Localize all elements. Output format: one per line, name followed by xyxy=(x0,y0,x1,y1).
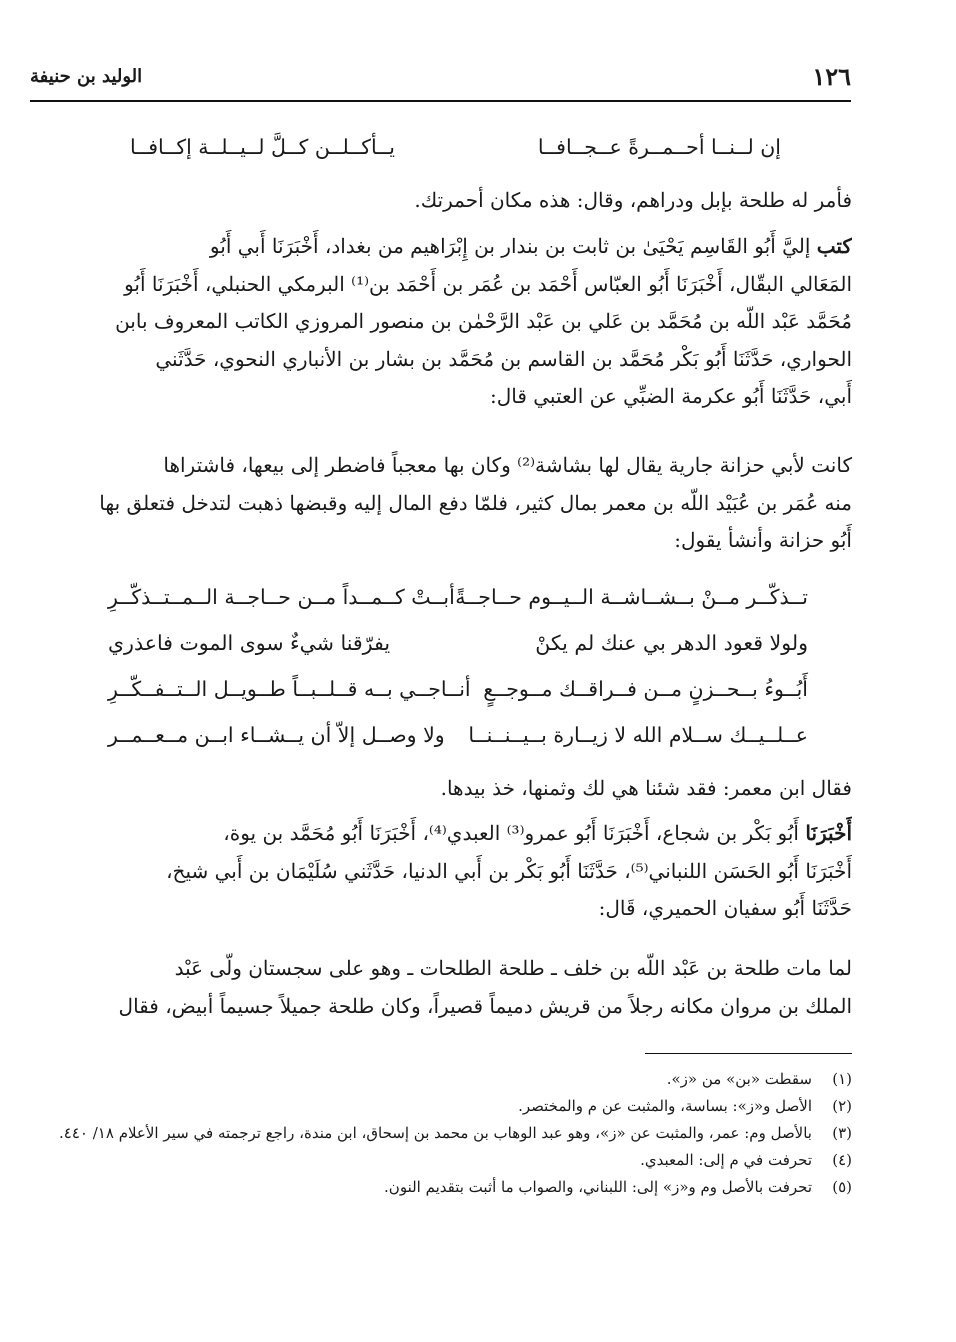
poem-verse xyxy=(108,677,808,717)
page-header xyxy=(30,60,851,102)
text-segment: إليَّ أَبُو القَاسِم يَحْيَىٰ بن ثابت بن بندار بن إِبْرَاهيم من بغداد، أَخْبَرَنَا أَبي أَبُو xyxy=(209,234,817,258)
footnotes xyxy=(58,1066,852,1201)
poem-hemistich-first: أَبُــوءُ بــحــزنٍ مــن فــراقــك مــوجــعٍ xyxy=(483,677,808,701)
footnote-number: (٥) xyxy=(832,1178,852,1196)
poem-hemistich-second: أبــتْ كــمــداً مــن حــاجــة الــمــتــذكّــرِ xyxy=(108,585,455,609)
verse-top-first: إن لــنــا أحــمــرةً عــجــافــا xyxy=(537,135,781,159)
poem-hemistich-second: ولا وصــل إلاّ أن يــشــاء ابــن مــعــمــر xyxy=(108,723,445,747)
poem-verse xyxy=(108,585,808,625)
paragraph-4 xyxy=(58,950,852,1025)
text-line: أَبُو حزانة وأنشأ يقول: xyxy=(674,528,852,552)
text-line xyxy=(58,228,852,266)
running-title: الوليد بن حنيفة xyxy=(30,66,143,87)
poem-hemistich-first: عــلــيــك ســلام الله لا زيــارة بــيــنــنــا xyxy=(468,723,808,747)
footnote-divider xyxy=(645,1053,852,1054)
poem-hemistich-second: يفرّقنا شيءٌ سوى الموت فاعذري xyxy=(108,631,391,655)
footnote-text: الأصل و«ز»: بساسة، والمثبت عن م والمختصر. xyxy=(518,1097,812,1115)
text-line: فأمر له طلحة بإبل ودراهم، وقال: هذه مكان أحمرتك. xyxy=(414,188,852,212)
footnote xyxy=(58,1147,852,1174)
text-line: مُحَمَّد عَبْد اللّه بن مُحَمَّد بن عَلي بن عَبْد الرَّحْمٰن بن منصور المروزي الكاتب المعروف بابن xyxy=(115,309,852,333)
text-line: أَخْبَرَنَا أَبُو الحَسَن اللنباني⁽⁵⁾، حَدَّثَنَا أَبُو بَكْر بن أَبي الدنيا، حَدَّثَني سُلَيْمَان بن أَبي شيخ، xyxy=(166,858,852,883)
paragraph-1 xyxy=(58,182,852,220)
text-line: الملك بن مروان مكانه رجلاً من قريش دميماً قصيراً، وكان طلحة جميلاً جسيماً أبيض، فقال xyxy=(118,993,852,1018)
poem-verse xyxy=(108,631,808,671)
text-line: المَعَالي البقّال، أَخْبَرَنَا أَبُو العبّاس أَحْمَد بن عُمَر بن أَحْمَد بن⁽¹⁾ البرمكي الحنبلي، أَخْبَرَنَا أَبُو xyxy=(124,271,852,296)
text-line: فقال ابن معمر: فقد شئنا هي لك وثمنها، خذ بيدها. xyxy=(440,776,852,800)
isnad-1 xyxy=(58,228,852,416)
footnote-text: سقطت «بن» من «ز». xyxy=(666,1070,812,1088)
footnote xyxy=(58,1174,852,1201)
text-line xyxy=(58,815,852,853)
poem-hemistich-second: أنــاجــي بــه قــلــبــاً طــويــل الــتــفــكّــرِ xyxy=(108,677,471,701)
text-line: الحواري، حَدَّثَنَا أَبُو بَكْر مُحَمَّد بن القاسم بن مُحَمَّد بن بشار بن الأنباري النحوي، حَدَّثَني xyxy=(155,346,852,371)
footnote-number: (٣) xyxy=(832,1124,852,1142)
footnote-number: (٤) xyxy=(832,1151,852,1169)
poem-verse xyxy=(108,723,808,763)
text-segment: أَبُو بَكْر بن شجاع، أَخْبَرَنَا أَبُو عمرو⁽³⁾ العبدي⁽⁴⁾، أَخْبَرَنَا أَبُو مُحَمَّد بن يوة، xyxy=(223,821,806,845)
footnote-number: (٢) xyxy=(832,1097,852,1115)
poem-hemistich-first: تــذكّــر مــنْ بــشــاشــة الــيــوم حــاجــةً xyxy=(455,585,808,609)
text-line: حَدَّثَنَا أَبُو سفيان الحميري، قَال: xyxy=(598,896,852,920)
footnote xyxy=(58,1066,852,1093)
verse-top-second: يــأكــلــن كــلَّ لــيــلــة إكــافــا xyxy=(130,135,395,159)
text-line: لما مات طلحة بن عَبْد اللّه بن خلف ـ طلحة الطلحات ـ وهو على سجستان ولّى عَبْد xyxy=(174,956,852,980)
footnote xyxy=(58,1120,852,1147)
isnad-keyword: أَخْبَرَنَا xyxy=(805,821,852,845)
text-line: أَبي، حَدَّثَنَا أَبُو عكرمة الضبِّي عن العتبي قال: xyxy=(489,384,852,408)
footnote-text: تحرفت في م إلى: المعبدي. xyxy=(640,1151,812,1169)
paragraph-2 xyxy=(58,447,852,560)
isnad-keyword: كتب xyxy=(816,234,852,258)
isnad-2 xyxy=(58,815,852,928)
text-line: منه عُمَر بن عُبَيْد اللّه بن معمر بمال كثير، فلمّا دفع المال إليه وقبضها ذهبت لتدخل فتعلق بها xyxy=(99,490,852,515)
text-line: كانت لأبي حزانة جارية يقال لها بشاشة⁽²⁾ وكان بها معجباً فاضطر إلى بيعها، فاشتراها xyxy=(163,453,852,477)
footnote-number: (١) xyxy=(832,1070,852,1088)
paragraph-3 xyxy=(58,770,852,808)
footnote xyxy=(58,1093,852,1120)
verse-top xyxy=(130,135,781,175)
page-number: ١٢٦ xyxy=(812,62,851,91)
poem-hemistich-first: ولولا قعود الدهر بي عنك لم يكنْ xyxy=(535,631,808,655)
footnote-text: بالأصل وم: عمر، والمثبت عن «ز»، وهو عبد الوهاب بن محمد بن إسحاق، ابن مندة، راجع ترجمته في سير الأعلام ١٨/ ٤٤٠. xyxy=(59,1124,812,1142)
footnote-text: تحرفت بالأصل وم و«ز» إلى: اللبناني، والصواب ما أثبت بتقديم النون. xyxy=(384,1178,812,1196)
